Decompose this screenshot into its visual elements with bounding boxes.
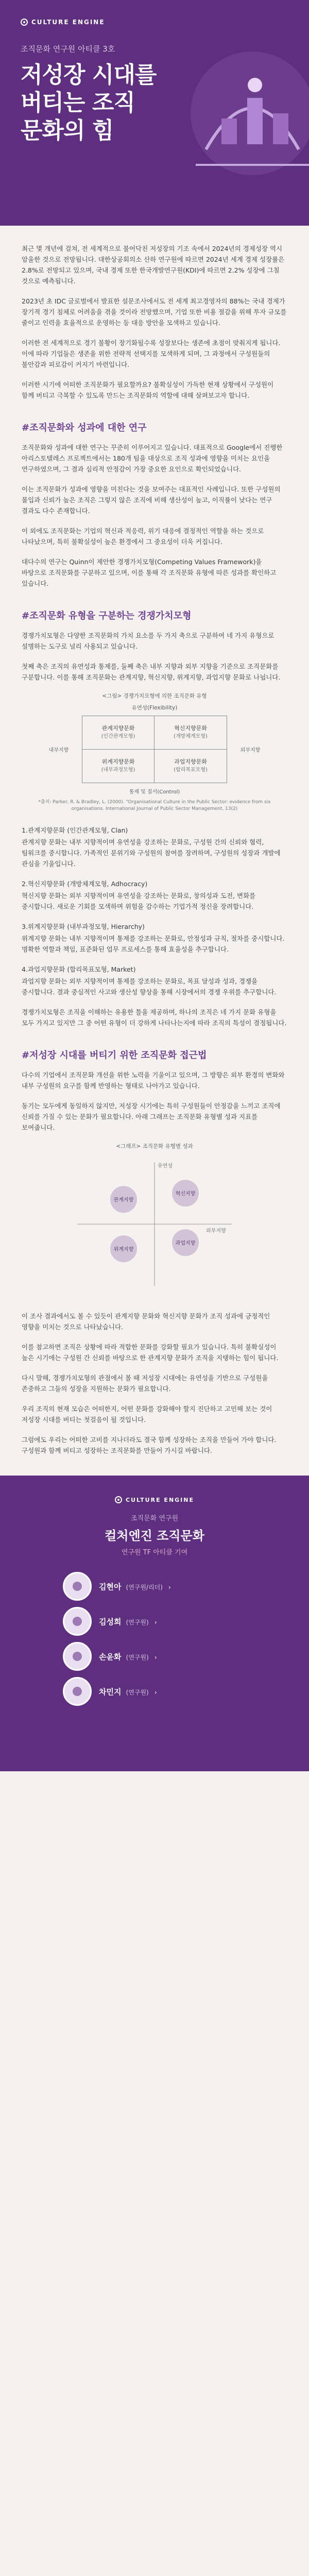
author-role: (연구원): [126, 1653, 149, 1661]
section-2-heading: #조직문화 유형을 구분하는 경쟁가치모형: [22, 611, 192, 621]
person-icon: [73, 1582, 82, 1591]
cell-label: 관계지향문화: [101, 725, 135, 732]
figure-top-axis: 유연성(Flexibility): [131, 705, 178, 711]
section-3-paragraph: 다시 말해, 경쟁가치모형의 관점에서 볼 때 저성장 시대에는 유연성을 기반으로 구성원을 존중하고 그들의 성장을 지원하는 문화가 필요합니다.: [22, 1374, 268, 1393]
person-icon: [73, 1617, 82, 1626]
figure-cell-adhocracy: [154, 716, 227, 750]
hero-banner: [0, 0, 309, 226]
section-1-paragraph: 대다수의 연구는 Quinn이 제안한 경쟁가치모형(Competing Values Framework)을 바탕으로 조직문화를 구분하고 있으며, 이를 통해 각 조직문화 유형에 따른 성과를 확인하고 있습니다.: [22, 558, 277, 587]
chart-point-label: 위계지향: [113, 1247, 134, 1252]
figure-source: *출처: Parker, R. & Bradley, L. (2000). "Organisational Culture in the Public Sector: evidence from six organisations. International Journal of Public Sector Management, 13(2): [38, 800, 271, 811]
author-name: 손윤화: [99, 1652, 122, 1662]
title-line-1: 저성장 시대를: [21, 62, 157, 88]
section-1-paragraph: 이 외에도 조직문화는 기업의 혁신과 적응력, 위기 대응에 결정적인 역할을 하는 것으로 나타났으며, 특히 불확실성이 높은 환경에서 그 중요성이 더욱 커집니다.: [22, 527, 264, 546]
section-3-paragraph: 동기는 모두에게 동일하지 않지만, 저성장 시기에는 특히 구성원들이 안정감을 느끼고 조직에 신뢰를 가질 수 있는 문화가 필요합니다. 아래 그래프는 조직문화 유형별 성과 지표를 보여줍니다.: [22, 1102, 281, 1131]
type-text: 관계지향 문화는 내부 지향적이며 유연성을 강조하는 문화로, 구성원 간의 신뢰와 협력, 팀워크를 중시합니다. 가족적인 분위기와 구성원의 참여를 장려하며, 구성원의 성장과 개발에 관심을 기울입니다.: [22, 838, 281, 868]
author-role: (연구원/리더): [126, 1583, 163, 1591]
author-role: (연구원): [126, 1688, 149, 1696]
type-text: 과업지향 문화는 외부 지향적이며 통제를 강조하는 문화로, 목표 달성과 성과, 경쟁을 중시합니다. 결과 중심적인 사고와 생산성 향상을 통해 시장에서의 경쟁 우위를 추구합니다.: [22, 977, 277, 996]
figure-caption: <그림> 경쟁가치모형에 의한 조직문화 유형: [102, 693, 207, 699]
author-card[interactable]: [63, 1572, 287, 1601]
cvf-figure: [22, 692, 287, 812]
intro-paragraph-3: 이러한 전 세계적으로 경기 불황이 장기화될수록 성장보다는 생존에 초점이 맞춰지게 됩니다. 이에 따라 기업들은 생존을 위한 전략적 선택지를 모색하게 되며, 그 과정에서 구성원들의 불안감과 피로감이 커지기 마련입니다.: [22, 339, 281, 368]
figure-left-axis: 내부지향: [48, 748, 69, 753]
section-3-paragraph: 이 조사 결과에서도 볼 수 있듯이 관계지향 문화와 혁신지향 문화가 조직 성과에 긍정적인 영향을 미치는 것으로 나타났습니다.: [22, 1312, 270, 1331]
figure-row: [22, 716, 287, 783]
intro-paragraph-2: 2023년 초 IDC 글로벌에서 발표한 설문조사에서도 전 세계 최고경영자의 88%는 국내 경제가 장기적 경기 침체로 어려움을 겪을 것이라 전망했으며, 기업 또한 비용 절감을 위해 투자 규모를 줄이고 인력을 효율적으로 운영하는 등 대응 방안을 모색하고 있습니다.: [22, 297, 287, 327]
author-info: [99, 1651, 157, 1662]
chart-point-label: 과업지향: [175, 1241, 196, 1246]
section-3-paragraph: 그럼에도 우리는 어떠한 고비를 지나더라도 결국 함께 성장하는 조직을 만들어 가야 합니다. 구성원과 함께 버티고 성장하는 조직문화를 만들어 가시길 바랍니다.: [22, 1436, 277, 1454]
culture-performance-chart: [67, 1142, 242, 1298]
authors-footer: [0, 1476, 309, 1771]
author-name: 김성희: [99, 1617, 122, 1626]
figure-bottom-axis: 통제 및 질서(Control): [129, 789, 180, 795]
cell-label: 혁신지향문화: [174, 725, 207, 732]
figure-right-axis: 외부지향: [240, 748, 261, 753]
section-1-heading: #조직문화와 성과에 대한 연구: [22, 422, 147, 433]
author-info: [99, 1581, 171, 1592]
cell-sub: (인간관계모형): [101, 734, 135, 739]
section-2-paragraph: 경쟁가치모형은 다양한 조직문화의 가치 요소를 두 가지 축으로 구분하여 네 가지 유형으로 설명하는 도구로 널리 사용되고 있습니다.: [22, 632, 274, 650]
footer-title: 컬처엔진 조직문화: [105, 1529, 204, 1543]
author-name: 김현아: [99, 1582, 122, 1591]
figure-grid: [82, 716, 227, 783]
figure-cell-hierarchy: [82, 750, 154, 783]
title-line-3: 문화의 힘: [21, 117, 114, 144]
chart-ylabel: 유연성: [158, 1163, 173, 1169]
avatar: [63, 1572, 92, 1601]
brand-mark-icon: [21, 19, 28, 26]
type-text: 위계지향 문화는 내부 지향적이며 통제를 강조하는 문화로, 안정성과 규칙, 절차를 중시합니다. 명확한 역할과 책임, 표준화된 업무 프로세스를 통해 효율성을 추구합니다.: [22, 935, 285, 953]
hero-illustration-icon: [175, 36, 309, 191]
section-2-paragraph: 첫째 축은 조직의 유연성과 통제를, 둘째 축은 내부 지향과 외부 지향을 기준으로 조직문화를 구분합니다. 이를 통해 조직문화는 관계지향, 혁신지향, 위계지향, 과업지향 문화로 나뉩니다.: [22, 663, 281, 681]
article-kicker: 조직문화 연구원 아티클 3호: [21, 44, 115, 54]
article-body: [0, 226, 309, 1476]
figure-cell-clan: [82, 716, 154, 750]
chart-title: <그래프> 조직문화 유형별 성과: [116, 1143, 193, 1149]
arrow-right-icon: ›: [168, 1583, 171, 1591]
footer-kicker: 조직문화 연구원: [130, 1515, 179, 1522]
cell-sub: (내부과정모형): [101, 767, 135, 773]
footer-brand-name: CULTURE ENGINE: [125, 1496, 194, 1503]
author-info: [99, 1616, 157, 1627]
type-title: 1.관계지향문화 (인간관계모형, Clan): [22, 826, 128, 834]
type-title: 3.위계지향문화 (내부과정모형, Hierarchy): [22, 923, 145, 930]
brand-mark-icon: [115, 1496, 122, 1503]
author-card[interactable]: [63, 1677, 287, 1706]
chart-point-label: 혁신지향: [175, 1191, 196, 1197]
section-3-paragraph: 우리 조직의 현재 모습은 어떠한지, 어떤 문화를 강화해야 할지 진단하고 고민해 보는 것이 저성장 시대를 버티는 첫걸음이 될 것입니다.: [22, 1405, 272, 1423]
chart-point-label: 관계지향: [113, 1197, 134, 1203]
arrow-right-icon: ›: [154, 1688, 157, 1696]
person-icon: [73, 1652, 82, 1661]
footer-subtitle: 연구원 TF 아티클 기여: [121, 1549, 188, 1556]
intro-paragraph-4: 이러한 시기에 어떠한 조직문화가 필요할까요? 불확실성이 가득한 현재 상황에서 구성원이 함께 버티고 극복할 수 있도록 만드는 조직문화의 역할에 대해 살펴보고자 합니다.: [22, 381, 274, 399]
avatar: [63, 1642, 92, 1671]
author-info: [99, 1686, 157, 1697]
chart-xlabel: 외부지향: [206, 1228, 226, 1234]
avatar: [63, 1607, 92, 1636]
section-3-paragraph: 이를 참고하면 조직은 상황에 따라 적합한 문화를 강화할 필요가 있습니다. 특히 불확실성이 높은 시기에는 구성원 간 신뢰를 바탕으로 한 관계지향 문화가 조직을 지탱하는 힘이 됩니다.: [22, 1343, 279, 1362]
cell-sub: (합리목표모형): [174, 767, 208, 773]
arrow-right-icon: ›: [154, 1653, 157, 1661]
cell-label: 위계지향문화: [101, 758, 135, 765]
brand-name: CULTURE ENGINE: [31, 19, 105, 26]
section-3-paragraph: 다수의 기업에서 조직문화 개선을 위한 노력을 기울이고 있으며, 그 방향은 외부 환경의 변화와 내부 구성원의 요구를 함께 반영하는 형태로 나아가고 있습니다.: [22, 1071, 285, 1090]
chart-svg: [67, 1152, 242, 1296]
section-2-closing: 경쟁가치모형은 조직을 이해하는 유용한 틀을 제공하며, 하나의 조직은 네 가지 문화 유형을 모두 가지고 있지만 그 중 어떤 유형이 더 강하게 나타나는지에 따라 조직의 특성이 결정됩니다.: [22, 1008, 287, 1027]
type-title: 2.혁신지향문화 (개방체계모형, Adhocracy): [22, 880, 148, 888]
avatar: [63, 1677, 92, 1706]
person-icon: [73, 1687, 82, 1696]
cell-sub: (개방체계모형): [174, 734, 208, 739]
type-title: 4.과업지향문화 (합리목표모형, Market): [22, 965, 136, 973]
cell-label: 과업지향문화: [174, 758, 207, 765]
footer-brand: [22, 1496, 287, 1503]
author-role: (연구원): [126, 1618, 149, 1626]
arrow-right-icon: ›: [154, 1618, 157, 1626]
section-3-heading: #저성장 시대를 버티기 위한 조직문화 접근법: [22, 1050, 207, 1061]
title-line-2: 버티는 조직: [21, 90, 135, 116]
figure-cell-market: [154, 750, 227, 783]
brand-logo: [21, 19, 288, 26]
section-1-paragraph: 조직문화와 성과에 대한 연구는 꾸준히 이루어지고 있습니다. 대표적으로 Google에서 진행한 아리스토텔레스 프로젝트에서는 180개 팀을 대상으로 조직 성과에 영향을 미치는 요인을 연구하였으며, 그 결과 심리적 안정감이 가장 중요한 요인으로 확인되었습니다.: [22, 444, 283, 473]
intro-paragraph-1: 최근 몇 개년에 걸쳐, 전 세계적으로 불어닥친 저성장의 기조 속에서 2024년의 경제성장 역시 암울한 것으로 전망됩니다. 대한상공회의소 산하 연구원에 따르면 2024년 세계 경제 성장률은 2.8%로 전망되고 있으며, 국내 경제 또한 한국개발연구원(KDI)에 따르면 2.2% 성장에 그칠 것으로 예측됩니다.: [22, 245, 285, 285]
author-card[interactable]: [63, 1642, 287, 1671]
author-card[interactable]: [63, 1607, 287, 1636]
author-name: 차민지: [99, 1687, 122, 1697]
type-text: 혁신지향 문화는 외부 지향적이며 유연성을 강조하는 문화로, 창의성과 도전, 변화를 중시합니다. 새로운 기회를 모색하며 위험을 감수하는 기업가적 정신을 장려합니다.: [22, 892, 256, 910]
section-1-paragraph: 이는 조직문화가 성과에 영향을 미친다는 것을 보여주는 대표적인 사례입니다. 또한 구성원의 몰입과 신뢰가 높은 조직은 그렇지 않은 조직에 비해 생산성이 높고, 이직률이 낮다는 연구 결과도 다수 존재합니다.: [22, 485, 281, 515]
